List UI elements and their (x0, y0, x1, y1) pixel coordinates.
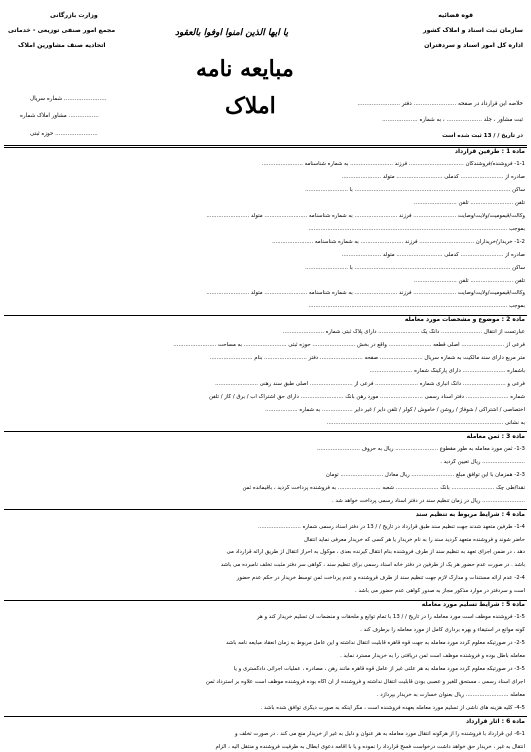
contract-line: تلفن ......................... تلفن ......................... (413, 199, 525, 206)
contract-line: صادره از ......................... کدملی ........................... متولد ....................... (341, 251, 525, 258)
contract-line: صادره از ......................... کدملی ........................... متولد ....................... (341, 173, 525, 180)
section-divider (4, 509, 527, 510)
contract-line: اختصاصی / اشتراکی / شوفاژ / روشن / خاموش / کولر / تلفن دایر / غیر دایر .................. به شماره ................... (265, 407, 525, 413)
summary-page-field: خلاصه این قرارداد در صفحه ........................ دفتر ........................ (357, 101, 523, 107)
section-divider (4, 431, 527, 432)
header-left-2: مجمع امور صنفی توزیعی - خدماتی (8, 27, 116, 34)
section-divider (4, 600, 527, 601)
contract-line: 1-2- خریدار/خریداران ................................ فرزند ......................... به شماره شناسنامه ........................ (272, 238, 525, 245)
header-right-1: قوه قضائیه (438, 12, 473, 19)
contract-line: باشماره ......................... دارای پارکینگ شماره ......................... (369, 368, 525, 375)
contract-line: 4-5- کلیه هزینه های ناشی از تسلیم مورد معامله بعهده فروشنده است ، مگر اینکه به صورت دیگری توافق شده باشد . (260, 704, 525, 711)
agent-registry-field: ثبت مشاور ، جلد .................... ، به شماره .................... (382, 117, 523, 123)
contract-line: حاضر شوند و فروشنده متعهد گردید سند را به نام خریدار یا هر کسی که خریدار معرفی نماید انتقال (304, 536, 525, 543)
contract-line: بموجب .................................................................................................................... (308, 225, 525, 232)
contract-line: وکالت/قیمومیت/ولایت/وصایت ......................... فرزند ......................... به شماره شناسنامه ......................... متولد ......................... (206, 212, 525, 219)
contract-line: عبارتست از انتقال ........................ دانگ یک ........................ دارای پلاک ثبتی شماره ........................ (282, 329, 525, 336)
section-divider (4, 716, 527, 717)
section-heading: ماده 2 : موضوع و مشخصات مورد معامله (404, 316, 525, 324)
contract-line: نقدا/طی چک ......................... بانک ......................... شعبه ......................... به فروشنده پرداخت گردید ، باقیمانده ثمن (242, 484, 525, 491)
contract-line: 1-1- فروشنده/فروشندگان ................................ فرزند ......................... به شماره شناسنامه ........................ (261, 160, 525, 167)
header-right-3: اداره کل امور اسناد و سردفتران (424, 42, 523, 49)
section-divider (4, 315, 527, 316)
contract-line: 2-3- همزمان با این توافق مبلغ ......................... ریال معادل ......................... تومان (325, 471, 525, 478)
section-heading: ماده 1 : طرفین قرارداد (454, 148, 525, 155)
title-sub: املاک (225, 93, 276, 119)
section-heading: ماده 5 : شرایط تسلیم مورد معامله (421, 601, 525, 609)
contract-line: فرعی و ......................... دانگ انباری شماره ......................... فرعی از ......................... اصلی طبق سند رهنی ......................... (215, 381, 525, 388)
contract-line: 1-3- ثمن مورد معامله به طور مقطوع ......................... ریال به حروف ......................... (316, 445, 525, 452)
contract-line: اجرای اسناد رسمی ، مستحق للغیر و عصبی بودن قابلیت انتقال نداشته و فروشنده از آن آگاه بوده فروشنده موظف است علاوه بر استرداد ثمن (205, 678, 525, 685)
contract-line: ساکن ........................................................................................... با ......................... (305, 186, 525, 193)
contract-line: ساکن ........................................................................................... با ......................... (305, 264, 525, 271)
section-heading: ماده 6 : اثار قرارداد (466, 717, 525, 725)
contract-line: انتقال به غیر ، خریدار حق خواهد داشت درخواست فسخ قرارداد را نموده و یا با اقامه دعوی ابطال به طرفیت فروشنده و منتقل الیه ، الزام (215, 743, 525, 750)
contract-line: 2-5- در صورتیکه معلوم گردد مورد معامله به جهت قوه قاهره قابلیت انتقال نداشته و این عامل مربوط به زمان انعقاد مبایعه نامه باشد (225, 640, 525, 647)
contract-line: تلفن ......................... تلفن ......................... (413, 277, 525, 284)
section-heading: ماده 3 : ثمن معامله (466, 432, 525, 440)
contract-line: وکالت/قیمومیت/ولایت/وصایت ......................... فرزند ......................... به شماره شناسنامه ......................... متولد ......................... (206, 290, 525, 297)
registry-zone-label: ........................ حوزه ثبتی (30, 131, 98, 137)
contract-line: فرعی از ......................... اصلی قطعه ......................... واقع در بخش ......................... حوزه ثبتی ......................... به مساحت ......................... (173, 342, 525, 349)
contract-line: دهد ، در ضمن اجرای تعهد به تنظیم سند از طرف فروشنده بنام انتقال گیرنده بعدی ، موکول به احراز انتقال از طریق ارائه قرارداد می (226, 549, 525, 556)
header-right-2: سازمان ثبت اسناد و املاک کشور (423, 27, 523, 34)
contract-line: 1-4- طرفین متعهد شدند جهت تنظیم سند طبق قرارداد در تاریخ / / 13 در دفتر اسناد رسمی شماره ......................... (258, 523, 525, 530)
serial-label: ........................ شماره سریال (30, 96, 107, 102)
contract-line: معامله باطل بوده و فروشنده موظف است ثمن دریافتی را به خریدار مسترد نماید . (340, 653, 525, 660)
contract-line: متر مربع دارای سند مالکیت به شماره سریال ......................... صفحه ......................... دفتر ......................... بنام ......................... (209, 355, 525, 362)
section-heading: ماده 4 : شرایط مربوط به تنظیم سند (415, 510, 525, 518)
agent-number-label: ................. مشاور املاک شماره (20, 113, 99, 119)
contract-line: بموجب .................................................................................................................... (308, 303, 525, 310)
header-left-1: وزارت بازرگانی (50, 12, 98, 19)
contract-line: 3-5- در صورتیکه معلوم گردد مورد معامله به هر علتی غیر از عامل قوه قاهره مانند رهن ، مصادره ، عملیات اجرائی دادگستری و یا (233, 666, 525, 672)
contract-line: باشد . در صورت عدم حضور هر یک از طرفین در دفتر خانه اسناد رسمی برای تنظیم سند ، گواهی سر دفتر مثبت تخلف نامبرده می باشد (220, 562, 525, 569)
contract-line: است و سردفتر در موارد مذکور مجاز به صدور گواهی عدم حضور می باشد . (355, 588, 525, 595)
contract-line: شماره ......................... دفتر اسناد رسمی ......................... مورد رهن بانک ......................... دارای حق اشتراک آب / برق / گاز / تلفن (208, 394, 525, 401)
contract-line: ......................... ریال در زمان تنظیم سند در دفتر اسناد رسمی پرداخت خواهد شد . (332, 497, 525, 504)
contract-line: 6-1- این قرارداد با فروشنده را از هرگونه انتقال مورد معامله به هر عنوان و دلیل به غیر از خریدار منع می کند . در صورت تخلف و (235, 730, 525, 737)
header-left-3: اتحادیه صنف مشاورین املاک (18, 42, 106, 49)
contract-line: ......................... ریال تعیین گردید . (440, 458, 525, 465)
registry-date-field: در تاریخ / / 13 ثبت شده است (442, 133, 523, 139)
contract-line: گونه موانع در استیفاء و بهره برداری کامل از مورد معامله را برطرف کند . (360, 627, 525, 634)
title-main: مبایعه نامه (196, 56, 294, 82)
contract-line: 2-4- عدم ارائه مستندات و مدارک لازم جهت تنظیم سند از طرف فروشنده و عدم پرداخت ثمن توسط خریدار در حکم عدم حضور (236, 575, 525, 582)
contract-line: 1-5- فروشنده موظف است مورد معامله را در تاریخ / / 13 با تمام توابع و ملحقات و منضمات آن تسلیم خریدار کند و هر (256, 614, 525, 621)
contract-line: معامله ......................... ریال بعنوان خسارت به خریدار بپردازد . (376, 691, 525, 698)
section-divider (4, 147, 527, 148)
motto: یا ایها الذین امنوا اوفوا بالعقود (175, 28, 289, 38)
contract-line: به نشانی ....................................................................................................... (326, 419, 525, 426)
